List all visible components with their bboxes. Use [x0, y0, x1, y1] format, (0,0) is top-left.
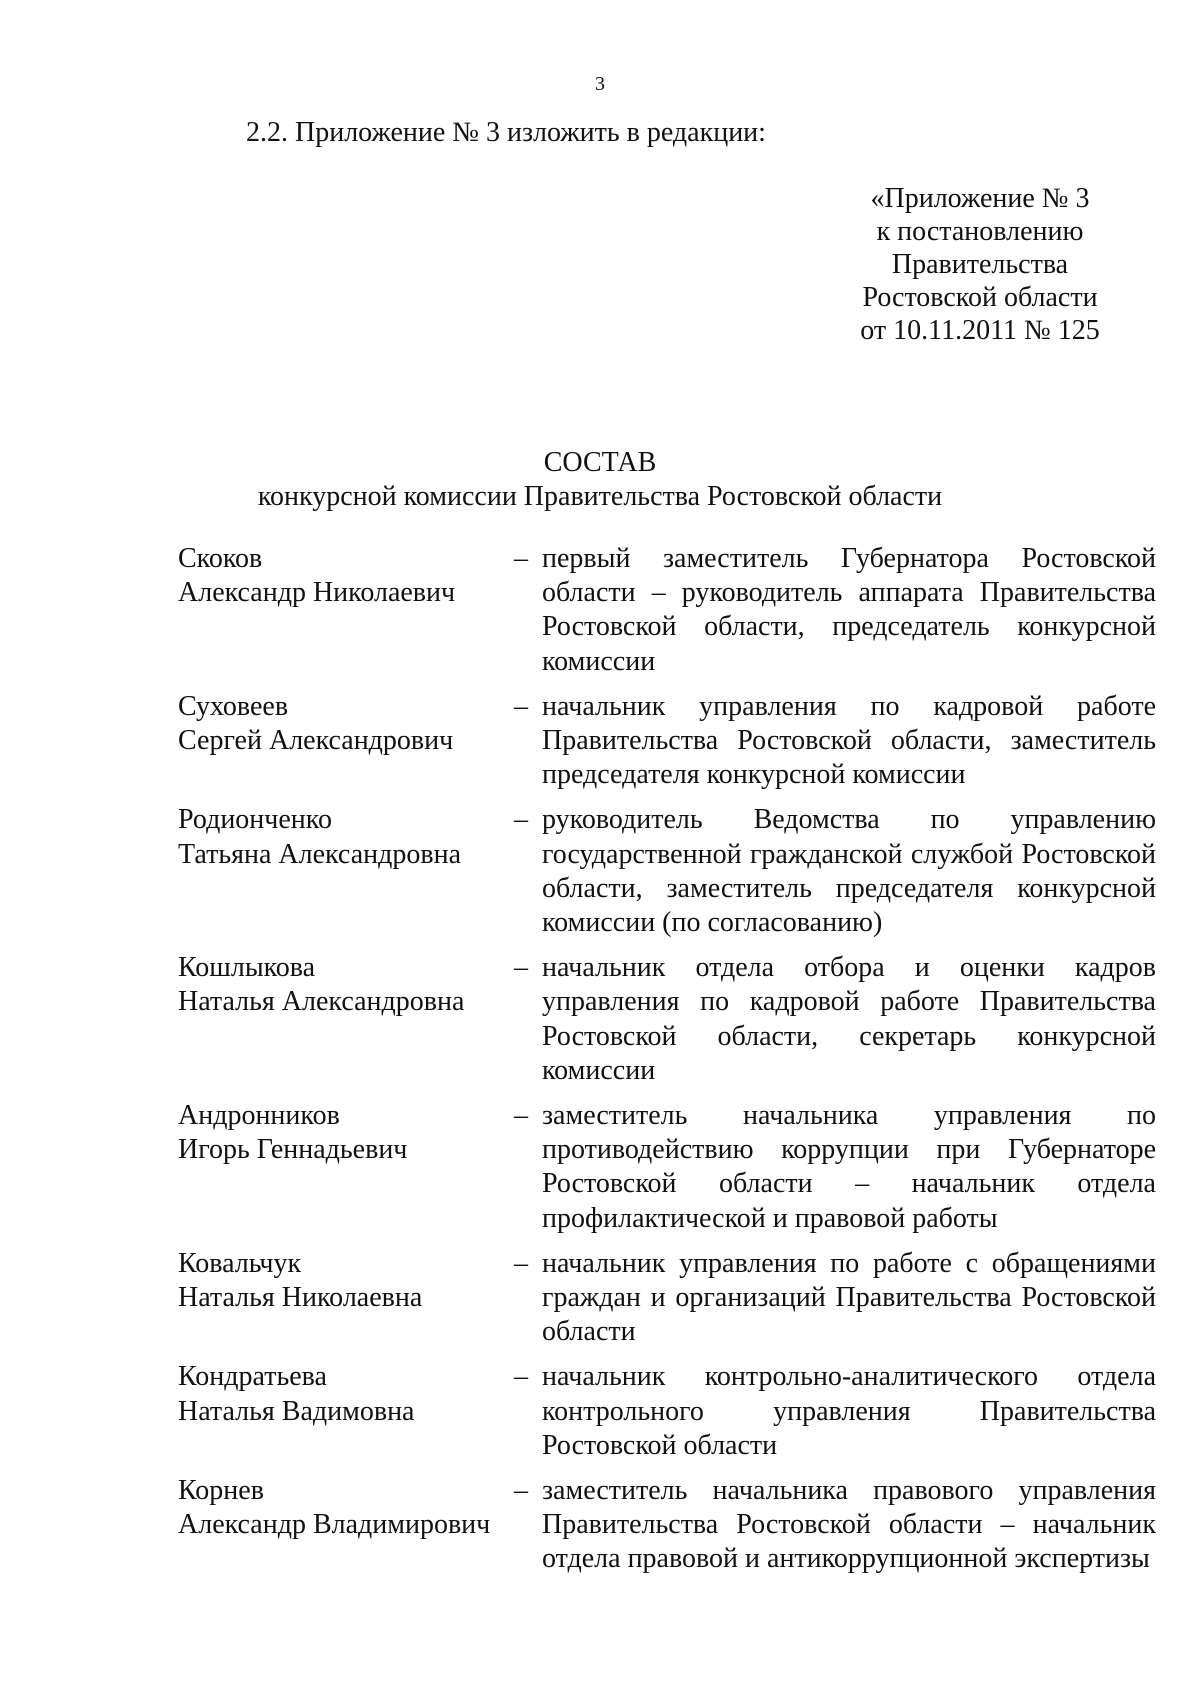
- member-entry: [178, 1247, 1158, 1350]
- member-dash: –: [514, 1247, 528, 1279]
- appendix-line: Правительства: [891, 249, 1069, 280]
- member-name: [178, 1474, 514, 1577]
- member-surname: Кондратьева: [178, 1361, 327, 1393]
- member-dash: –: [514, 690, 528, 722]
- member-surname: Родионченко: [178, 804, 332, 836]
- commission-members-list: [178, 542, 1158, 1588]
- member-name: [178, 1360, 514, 1463]
- member-position: заместитель начальника управления по противодействию коррупции при Губернаторе Ростовской области – начальник отдела профилактической и правовой работы: [542, 1100, 1156, 1234]
- member-entry: [178, 1474, 1158, 1577]
- member-position: руководитель Ведомства по управлению государственной гражданской службой Ростовской области, заместитель председателя конкурсной комиссии (по согласованию): [542, 804, 1156, 939]
- member-dash: –: [514, 1100, 528, 1132]
- member-given-name: Сергей Александрович: [178, 725, 454, 757]
- member-given-name: Игорь Геннадьевич: [178, 1134, 408, 1166]
- member-position: начальник контрольно-аналитического отдела контрольного управления Правительства Ростовской области: [542, 1361, 1156, 1461]
- page-number: 3: [595, 73, 605, 95]
- member-name: [178, 1099, 514, 1236]
- appendix-line: от 10.11.2011 № 125: [860, 315, 1100, 346]
- member-surname: Скоков: [178, 543, 263, 574]
- member-given-name: Александр Николаевич: [178, 577, 456, 609]
- member-name: [178, 542, 514, 679]
- member-dash: –: [514, 952, 528, 984]
- intro-paragraph: 2.2. Приложение № 3 изложить в редакции:: [246, 117, 766, 148]
- member-surname: Кошлыкова: [178, 952, 316, 984]
- member-entry: [178, 1360, 1158, 1463]
- member-entry: [178, 803, 1158, 940]
- member-dash: –: [514, 1361, 528, 1393]
- member-entry: [178, 542, 1158, 679]
- appendix-line: Ростовской области: [862, 282, 1098, 313]
- member-name: [178, 690, 514, 793]
- member-surname: Андронников: [178, 1100, 340, 1132]
- member-entry: [178, 951, 1158, 1088]
- member-dash: –: [514, 543, 528, 574]
- member-position: начальник управления по кадровой работе Правительства Ростовской области, заместитель председателя конкурсной комиссии: [542, 690, 1156, 791]
- member-position: начальник управления по работе с обращениями граждан и организаций Правительства Ростовской области: [542, 1247, 1156, 1348]
- document-title: СОСТАВ: [543, 447, 657, 478]
- member-surname: Корнев: [178, 1475, 264, 1507]
- member-position: первый заместитель Губернатора Ростовской области – руководитель аппарата Правительства Ростовской области, председатель конкурсной комиссии: [542, 543, 1156, 677]
- member-given-name: Наталья Александровна: [178, 986, 465, 1018]
- member-position: заместитель начальника правового управления Правительства Ростовской области – начальник отдела правовой и антикоррупционной экспертизы: [542, 1475, 1156, 1575]
- member-entry: [178, 690, 1158, 793]
- member-given-name: Татьяна Александровна: [178, 838, 461, 870]
- member-position: начальник отдела отбора и оценки кадров управления по кадровой работе Правительства Ростовской области, секретарь конкурсной комиссии: [542, 952, 1156, 1086]
- member-name: [178, 951, 514, 1088]
- appendix-line: «Приложение № 3: [870, 183, 1090, 214]
- member-dash: –: [514, 1475, 528, 1507]
- member-surname: Суховеев: [178, 690, 289, 722]
- document-subtitle: конкурсной комиссии Правительства Ростовской области: [257, 481, 943, 512]
- appendix-line: к постановлению: [876, 216, 1084, 247]
- member-dash: –: [514, 804, 528, 836]
- member-entry: [178, 1099, 1158, 1236]
- appendix-header: [780, 182, 1180, 347]
- member-name: [178, 803, 514, 940]
- member-surname: Ковальчук: [178, 1247, 302, 1279]
- member-given-name: Александр Владимирович: [178, 1509, 491, 1541]
- member-given-name: Наталья Николаевна: [178, 1282, 423, 1314]
- member-name: [178, 1247, 514, 1350]
- member-given-name: Наталья Вадимовна: [178, 1395, 415, 1427]
